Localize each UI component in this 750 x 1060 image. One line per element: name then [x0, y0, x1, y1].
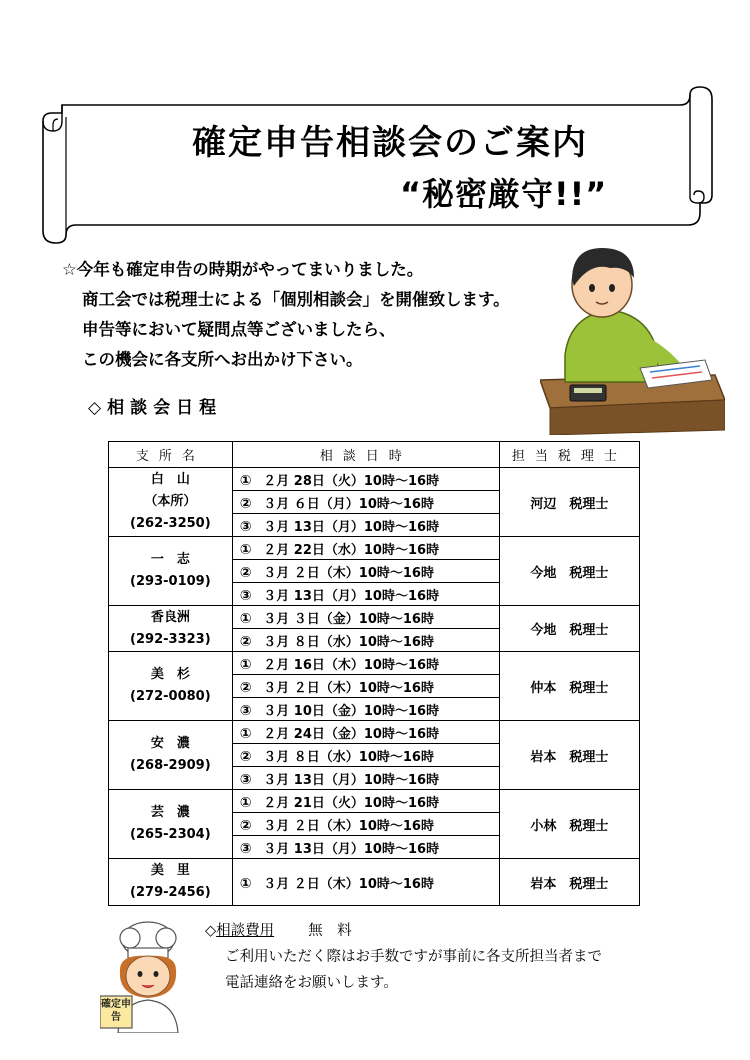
advisor-cell: 河辺 税理士 — [499, 468, 639, 537]
branch-cell — [109, 468, 233, 537]
table-row — [109, 721, 640, 744]
table-row — [109, 859, 640, 906]
slot-cell: ③ ３月 13日（月）10時～16時 — [232, 767, 499, 790]
column-header-datetime: 相談日時 — [232, 442, 499, 468]
advisor-cell: 小林 税理士 — [499, 790, 639, 859]
branch-name: 美 杉 — [150, 667, 190, 682]
table-row — [109, 790, 640, 813]
branch-phone: (262-3250) — [130, 516, 211, 531]
fee-note-line: 電話連絡をお願いします。 — [225, 975, 398, 991]
intro-line: 商工会では税理士による「個別相談会」を開催致します。 — [82, 290, 510, 309]
advisor-cell: 岩本 税理士 — [499, 721, 639, 790]
slot-cell: ① ２月 24日（金）10時～16時 — [232, 721, 499, 744]
table-row — [109, 652, 640, 675]
branch-cell — [109, 859, 233, 906]
slot-cell: ③ ３月 13日（月）10時～16時 — [232, 583, 499, 606]
branch-phone: (293-0109) — [130, 574, 211, 589]
slot-cell: ① ３月 ３日（金）10時～16時 — [232, 606, 499, 629]
slot-cell: ① ２月 22日（水）10時～16時 — [232, 537, 499, 560]
branch-phone: (292-3323) — [130, 631, 211, 647]
slot-cell: ② ３月 ２日（木）10時～16時 — [232, 813, 499, 836]
branch-name: 白 山 — [150, 472, 190, 487]
fee-section — [205, 918, 602, 996]
branch-cell — [109, 721, 233, 790]
page-title: 確定申告相談会のご案内 — [192, 123, 588, 163]
branch-cell — [109, 606, 233, 652]
slot-cell: ① ２月 28日（火）10時～16時 — [232, 468, 499, 491]
tax-filing-person-illustration — [540, 230, 725, 435]
slot-cell: ② ３月 ８日（水）10時～16時 — [232, 744, 499, 767]
chef-mascot-illustration — [100, 918, 195, 1033]
table-row — [109, 537, 640, 560]
page-subtitle: “秘密厳守!!” — [400, 175, 608, 213]
slot-cell: ③ ３月 10日（金）10時～16時 — [232, 698, 499, 721]
slot-cell: ① ２月 16日（木）10時～16時 — [232, 652, 499, 675]
column-header-branch: 支所名 — [109, 442, 233, 468]
branch-cell — [109, 537, 233, 606]
slot-cell: ① ２月 21日（火）10時～16時 — [232, 790, 499, 813]
branch-phone: (272-0080) — [130, 689, 211, 704]
fee-value: 無 料 — [308, 923, 352, 939]
branch-cell — [109, 790, 233, 859]
branch-phone: (279-2456) — [130, 885, 211, 900]
branch-name: 美 里 — [150, 863, 190, 878]
advisor-cell: 仲本 税理士 — [499, 652, 639, 721]
fee-row — [205, 918, 602, 944]
table-row — [109, 606, 640, 629]
advisor-cell: 岩本 税理士 — [499, 859, 639, 906]
intro-line: 申告等において疑問点等ございましたら、 — [82, 320, 396, 339]
slot-cell: ② ３月 ２日（木）10時～16時 — [232, 560, 499, 583]
branch-name: 安 濃 — [150, 736, 190, 751]
slot-cell: ② ３月 ８日（水）10時～16時 — [232, 629, 499, 652]
slot-cell: ② ３月 ６日（月）10時～16時 — [232, 491, 499, 514]
column-header-advisor: 担当税理士 — [499, 442, 639, 468]
intro-line: この機会に各支所へお出かけ下さい。 — [82, 350, 363, 369]
intro-line: ☆今年も確定申告の時期がやってまいりました。 — [62, 260, 424, 279]
advisor-cell: 今地 税理士 — [499, 537, 639, 606]
slot-cell: ① ３月 ２日（木）10時～16時 — [232, 859, 499, 906]
schedule-table — [108, 441, 640, 906]
branch-phone: (265-2304) — [130, 827, 211, 842]
branch-name: 芸 濃 — [150, 805, 190, 820]
fee-note-line: ご利用いただく際はお手数ですが事前に各支所担当者まで — [225, 949, 602, 965]
intro-text — [62, 255, 562, 375]
scroll-banner-icon — [40, 85, 715, 245]
schedule-heading: ◇相談会日程 — [88, 398, 223, 418]
table-header-row — [109, 442, 640, 468]
branch-name: 香良洲 — [150, 609, 190, 625]
branch-note: （本所） — [144, 494, 197, 509]
slot-cell: ② ３月 ２日（木）10時～16時 — [232, 675, 499, 698]
branch-phone: (268-2909) — [130, 758, 211, 773]
fee-prefix: ◇ — [205, 923, 217, 939]
slot-cell: ③ ３月 13日（月）10時～16時 — [232, 836, 499, 859]
branch-cell — [109, 652, 233, 721]
table-row — [109, 468, 640, 491]
branch-name: 一 志 — [150, 552, 190, 567]
title-banner — [40, 85, 715, 245]
advisor-cell: 今地 税理士 — [499, 606, 639, 652]
badge-label: 確定申告 — [101, 999, 131, 1023]
slot-cell: ③ ３月 13日（月）10時～16時 — [232, 514, 499, 537]
fee-label: 相談費用 — [216, 923, 275, 939]
